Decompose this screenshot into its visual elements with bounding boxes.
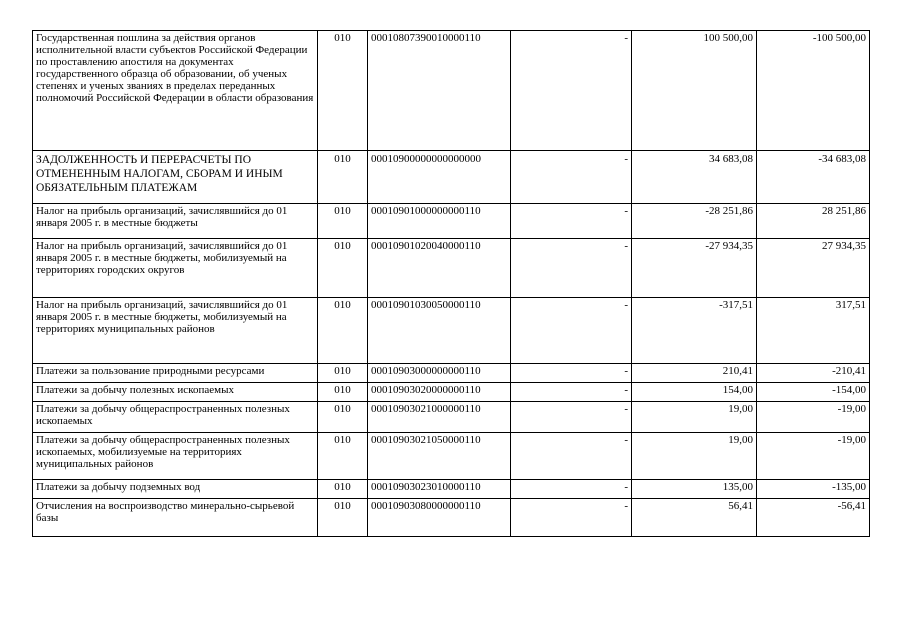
- row-executed: 56,41: [632, 499, 757, 537]
- row-kbk: 00010807390010000110: [368, 31, 511, 151]
- row-plan: -: [511, 298, 632, 364]
- row-plan: -: [511, 402, 632, 433]
- row-kbk: 00010903021050000110: [368, 433, 511, 480]
- table-row: [33, 151, 870, 204]
- row-executed: -317,51: [632, 298, 757, 364]
- row-executed: 210,41: [632, 364, 757, 383]
- table-row: [33, 239, 870, 298]
- row-executed: 34 683,08: [632, 151, 757, 204]
- table-row: [33, 364, 870, 383]
- row-plan: -: [511, 204, 632, 239]
- row-kbk: 00010901020040000110: [368, 239, 511, 298]
- table-row: [33, 402, 870, 433]
- row-executed: 19,00: [632, 433, 757, 480]
- row-plan: -: [511, 364, 632, 383]
- row-remainder: -154,00: [757, 383, 870, 402]
- row-name: Платежи за добычу общераспространенных полезных ископаемых, мобилизуемые на территориях муниципальных районов: [33, 433, 318, 480]
- row-kbk: 00010903020000000110: [368, 383, 511, 402]
- row-executed: 154,00: [632, 383, 757, 402]
- row-kbk: 00010903080000000110: [368, 499, 511, 537]
- row-remainder: -210,41: [757, 364, 870, 383]
- row-code: 010: [318, 364, 368, 383]
- table-row: [33, 383, 870, 402]
- row-remainder: -19,00: [757, 433, 870, 480]
- table-row: [33, 31, 870, 151]
- row-kbk: 00010903000000000110: [368, 364, 511, 383]
- row-remainder: 317,51: [757, 298, 870, 364]
- row-remainder: 28 251,86: [757, 204, 870, 239]
- row-executed: 19,00: [632, 402, 757, 433]
- revenue-report-table: [32, 30, 870, 537]
- row-kbk: 00010900000000000000: [368, 151, 511, 204]
- row-remainder: -100 500,00: [757, 31, 870, 151]
- row-name: Налог на прибыль организаций, зачислявшийся до 01 января 2005 г. в местные бюджеты, мобилизуемый на территориях муниципальных районов: [33, 298, 318, 364]
- row-kbk: 00010901030050000110: [368, 298, 511, 364]
- row-plan: -: [511, 480, 632, 499]
- row-name: Платежи за пользование природными ресурсами: [33, 364, 318, 383]
- table-row: [33, 204, 870, 239]
- row-name: Платежи за добычу полезных ископаемых: [33, 383, 318, 402]
- row-name: Платежи за добычу подземных вод: [33, 480, 318, 499]
- row-name: Налог на прибыль организаций, зачислявшийся до 01 января 2005 г. в местные бюджеты: [33, 204, 318, 239]
- row-name: Государственная пошлина за действия органов исполнительной власти субъектов Российской Федерации по проставлению апостиля на документах государственного образца об образовании, об ученых степенях и ученых званиях в пределах переданных полномочий Российской Федерации в области образования: [33, 31, 318, 151]
- row-remainder: -56,41: [757, 499, 870, 537]
- row-name: ЗАДОЛЖЕННОСТЬ И ПЕРЕРАСЧЕТЫ ПО ОТМЕНЕННЫМ НАЛОГАМ, СБОРАМ И ИНЫМ ОБЯЗАТЕЛЬНЫМ ПЛАТЕЖАМ: [33, 151, 318, 204]
- row-plan: -: [511, 31, 632, 151]
- row-remainder: 27 934,35: [757, 239, 870, 298]
- row-executed: 100 500,00: [632, 31, 757, 151]
- row-code: 010: [318, 383, 368, 402]
- row-code: 010: [318, 499, 368, 537]
- row-name: Отчисления на воспроизводство минерально-сырьевой базы: [33, 499, 318, 537]
- row-plan: -: [511, 383, 632, 402]
- row-executed: 135,00: [632, 480, 757, 499]
- row-code: 010: [318, 31, 368, 151]
- row-plan: -: [511, 239, 632, 298]
- row-code: 010: [318, 239, 368, 298]
- row-code: 010: [318, 204, 368, 239]
- table-row: [33, 298, 870, 364]
- row-remainder: -19,00: [757, 402, 870, 433]
- row-kbk: 00010903023010000110: [368, 480, 511, 499]
- row-plan: -: [511, 151, 632, 204]
- row-code: 010: [318, 298, 368, 364]
- row-plan: -: [511, 499, 632, 537]
- row-executed: -27 934,35: [632, 239, 757, 298]
- row-remainder: -135,00: [757, 480, 870, 499]
- row-plan: -: [511, 433, 632, 480]
- table-row: [33, 433, 870, 480]
- row-code: 010: [318, 480, 368, 499]
- row-remainder: -34 683,08: [757, 151, 870, 204]
- table-row: [33, 480, 870, 499]
- row-executed: -28 251,86: [632, 204, 757, 239]
- row-name: Налог на прибыль организаций, зачислявшийся до 01 января 2005 г. в местные бюджеты, мобилизуемый на территориях городских округов: [33, 239, 318, 298]
- row-code: 010: [318, 433, 368, 480]
- row-kbk: 00010901000000000110: [368, 204, 511, 239]
- row-code: 010: [318, 151, 368, 204]
- row-code: 010: [318, 402, 368, 433]
- row-kbk: 00010903021000000110: [368, 402, 511, 433]
- table-row: [33, 499, 870, 537]
- row-name: Платежи за добычу общераспространенных полезных ископаемых: [33, 402, 318, 433]
